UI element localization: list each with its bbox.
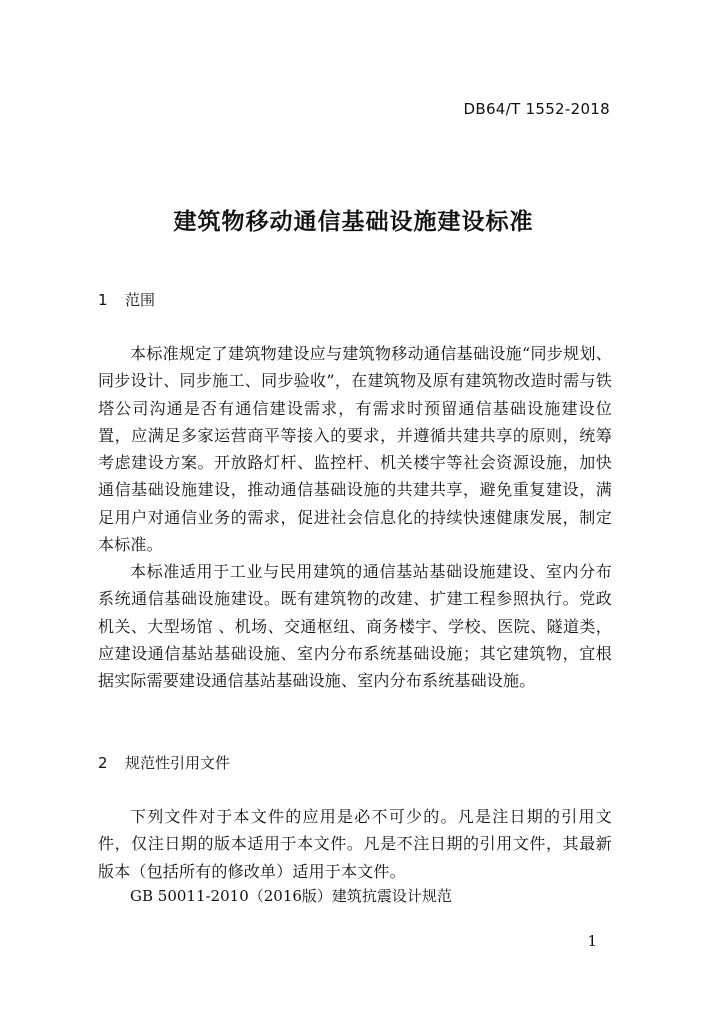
paragraph: 本标准规定了建筑物建设应与建筑物移动通信基础设施“同步规划、同步设计、同步施工、同步验收”，在建筑物及原有建筑物改造时需与铁塔公司沟通是否有通信建设需求，有需求时预留通信基础设施建设位置，应满足多家运营商平等接入的要求，并遵循共建共享的原则，统筹考虑建设方案。开放路灯杆、监控杆、机关楼宇等社会资源设施，加快通信基础设施建设，推动通信基础设施的共建共享，避免重复建设，满足用户对通信业务的需求，促进社会信息化的持续快速健康发展，制定本标准。 [98,344,612,555]
reference-item: GB 50011-2010（2016版）建筑抗震设计规范 [130,887,452,905]
section-heading-normative-references [98,752,230,773]
section-title: 规范性引用文件 [125,754,231,772]
section-number: 1 [98,291,108,309]
paragraph: 下列文件对于本文件的应用是必不可少的。凡是注日期的引用文件，仅注日期的版本适用于本文件。凡是不注日期的引用文件，其最新版本（包括所有的修改单）适用于本文件。 [98,807,612,881]
section-heading-scope [98,289,155,310]
paragraph: 本标准适用于工业与民用建筑的通信基站基础设施建设、室内分布系统通信基础设施建设。既有建筑物的改建、扩建工程参照执行。党政机关、大型场馆 、机场、交通枢纽、商务楼宇、学校、医院、隧道类，应建设通信基站基础设施、室内分布系统基础设施；其它建筑物，宜根据实际需要建设通信基站基础设施、室内分布系统基础设施。 [98,562,612,691]
section-title: 范围 [125,291,156,309]
page-number: 1 [587,932,597,950]
document-code: DB64/T 1552-2018 [463,100,610,118]
section-number: 2 [98,754,108,772]
document-title: 建筑物移动通信基础设施建设标准 [173,209,534,235]
